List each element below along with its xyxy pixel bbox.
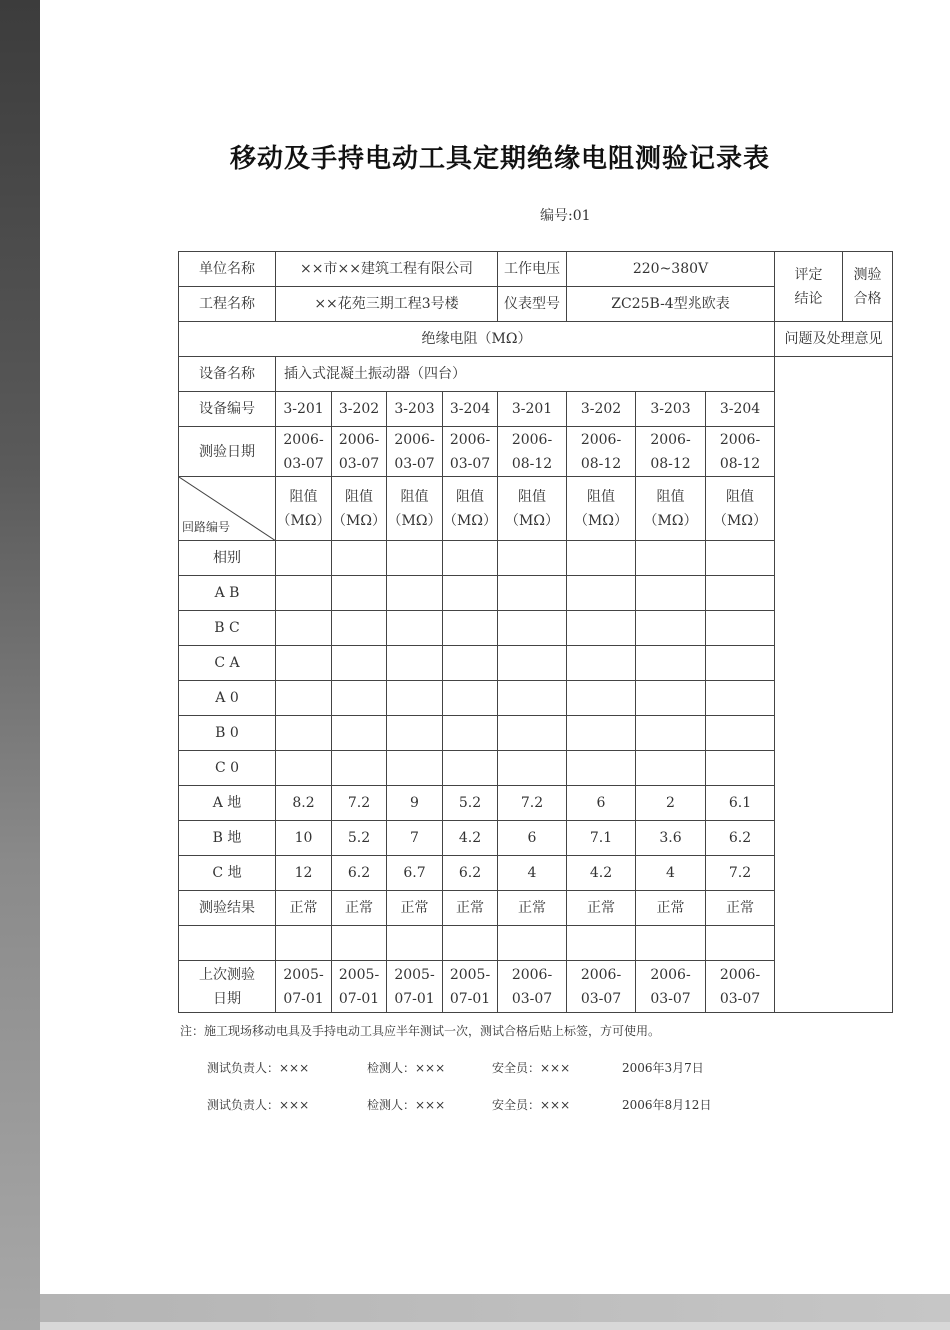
value-cell: 7 [387,821,443,856]
value-cell [567,716,636,751]
value-cell: 6 [498,821,567,856]
circuit-number-label: 回路编号 [182,520,231,534]
last-test-date-cell [636,961,706,1013]
empty-cell [706,541,775,576]
value-cell [498,576,567,611]
value-cell: 正常 [706,891,775,926]
value-cell: 正常 [443,891,498,926]
value-cell [443,926,498,961]
value-cell [567,576,636,611]
row-label: B 地 [179,821,276,856]
value-cell [387,611,443,646]
evaluation-label-text: 评定结论 [794,266,823,307]
work-voltage-value: 220~380V [567,252,775,287]
value-cell: 正常 [567,891,636,926]
value-cell: 正常 [636,891,706,926]
resistance-unit-header [636,477,706,541]
project-name-value: ××花苑三期工程3号楼 [276,287,498,322]
last-test-date-part: 03-07 [650,990,691,1007]
value-cell: 5.2 [332,821,387,856]
value-cell [276,576,332,611]
row-label: B C [179,611,276,646]
row-label: A 地 [179,786,276,821]
resistance-unit: （MΩ） [505,512,559,529]
last-test-date-part: 2006- [580,966,622,983]
empty-cell [332,541,387,576]
test-date-part: 08-12 [650,455,691,472]
circuit-number-header [179,477,276,541]
page-left-bar [0,0,40,1330]
value-cell: 7.2 [332,786,387,821]
last-test-date-part: 2005- [283,966,324,983]
value-cell [498,716,567,751]
last-test-date-part: 2005- [338,966,380,983]
last-test-date-part: 07-01 [338,990,380,1007]
row-label: 测验结果 [179,891,276,926]
test-date-cell [706,427,775,477]
empty-cell [636,541,706,576]
value-cell [706,681,775,716]
value-cell [387,646,443,681]
empty-cell [276,541,332,576]
equipment-name-value: 插入式混凝土振动器（四台） [276,357,775,392]
resistance-unit-header [276,477,332,541]
sign-date: 2006年3月7日 [622,1061,704,1075]
value-cell: 8.2 [276,786,332,821]
value-cell [636,681,706,716]
row-label [179,926,276,961]
equipment-id-cell: 3-204 [443,392,498,427]
value-cell [567,926,636,961]
last-test-date-cell [387,961,443,1013]
inspector: 检测人：××× [367,1098,446,1112]
value-cell [498,611,567,646]
project-name-label: 工程名称 [179,287,276,322]
empty-cell [567,541,636,576]
test-date-cell [332,427,387,477]
equipment-id-cell: 3-204 [706,392,775,427]
unit-name-label: 单位名称 [179,252,276,287]
value-cell [332,716,387,751]
value-cell [443,646,498,681]
test-date-part: 03-07 [338,455,380,472]
value-cell [567,611,636,646]
test-lead: 测试负责人：××× [207,1061,310,1075]
page-bottom-strip [40,1322,950,1330]
value-cell [276,926,332,961]
value-cell [332,611,387,646]
test-date-part: 2006- [580,431,622,448]
test-date-part: 08-12 [580,455,622,472]
value-cell: 正常 [387,891,443,926]
value-cell [443,716,498,751]
value-cell: 6.7 [387,856,443,891]
issues-cell [775,357,893,1013]
value-cell: 9 [387,786,443,821]
row-label: B 0 [179,716,276,751]
test-date-part: 03-07 [394,455,435,472]
value-cell [636,716,706,751]
evaluation-value [843,252,893,322]
resistance-unit: （MΩ） [332,512,386,529]
test-date-part: 03-07 [449,455,491,472]
value-cell [276,681,332,716]
value-cell: 正常 [498,891,567,926]
equipment-id-label: 设备编号 [179,392,276,427]
resistance-unit-header [567,477,636,541]
test-date-part: 2006- [283,431,324,448]
row-label: A 0 [179,681,276,716]
value-cell [387,681,443,716]
value-cell [567,751,636,786]
row-label: A B [179,576,276,611]
value-cell [276,716,332,751]
value-cell [443,611,498,646]
resistance-unit-header [443,477,498,541]
value-cell [276,646,332,681]
resistance-unit: （MΩ） [643,512,698,529]
value-cell [567,681,636,716]
test-date-part: 03-07 [283,455,324,472]
resistance-label: 阻值 [518,488,546,505]
resistance-label: 阻值 [345,488,373,505]
last-test-label [179,961,276,1013]
phase-label: 相别 [179,541,276,576]
value-cell [387,716,443,751]
value-cell [498,751,567,786]
resistance-unit: （MΩ） [276,512,331,529]
test-date-cell [443,427,498,477]
value-cell: 正常 [276,891,332,926]
issues-header: 问题及处理意见 [775,322,893,357]
value-cell: 6.1 [706,786,775,821]
insulation-test-table [178,251,893,1013]
test-date-cell [387,427,443,477]
value-cell [332,681,387,716]
value-cell: 7.2 [498,786,567,821]
equipment-id-cell: 3-201 [276,392,332,427]
row-label: C A [179,646,276,681]
test-lead: 测试负责人：××× [207,1098,310,1112]
work-voltage-label: 工作电压 [498,252,567,287]
value-cell: 4 [498,856,567,891]
resistance-unit: （MΩ） [574,512,628,529]
test-date-part: 2006- [650,431,691,448]
last-test-date-part: 2006- [719,966,761,983]
last-test-date-part: 03-07 [719,990,761,1007]
equipment-id-cell: 3-203 [636,392,706,427]
value-cell [332,751,387,786]
value-cell: 7.1 [567,821,636,856]
document-title: 移动及手持电动工具定期绝缘电阻测验记录表 [229,144,770,174]
value-cell [706,646,775,681]
last-test-date-cell [498,961,567,1013]
value-cell [636,751,706,786]
signature-line [207,1096,762,1113]
value-cell: 6 [567,786,636,821]
value-cell [387,576,443,611]
resistance-unit-header [387,477,443,541]
test-date-part: 2006- [338,431,380,448]
unit-name-value: ××市××建筑工程有限公司 [276,252,498,287]
empty-cell [443,541,498,576]
value-cell: 4.2 [443,821,498,856]
value-cell [636,576,706,611]
equipment-name-label: 设备名称 [179,357,276,392]
resistance-unit: （MΩ） [713,512,767,529]
sign-date: 2006年8月12日 [622,1098,712,1112]
evaluation-label [775,252,843,322]
resistance-label: 阻值 [587,488,615,505]
value-cell [443,751,498,786]
value-cell [498,646,567,681]
value-cell [498,926,567,961]
last-test-date-cell [706,961,775,1013]
value-cell [636,646,706,681]
resistance-unit: （MΩ） [443,512,497,529]
value-cell [332,926,387,961]
value-cell [706,716,775,751]
value-cell: 5.2 [443,786,498,821]
test-date-cell [498,427,567,477]
meter-model-value: ZC25B-4型兆欧表 [567,287,775,322]
resistance-unit-header [332,477,387,541]
test-date-part: 08-12 [719,455,761,472]
resistance-label: 阻值 [400,488,429,505]
inspector: 检测人：××× [367,1061,446,1075]
value-cell [706,926,775,961]
value-cell: 3.6 [636,821,706,856]
equipment-id-cell: 3-201 [498,392,567,427]
resistance-unit: （MΩ） [387,512,442,529]
last-test-date-part: 07-01 [394,990,435,1007]
test-date-part: 2006- [394,431,435,448]
signature-line [207,1059,762,1076]
value-cell [443,576,498,611]
last-test-date-cell [567,961,636,1013]
value-cell: 7.2 [706,856,775,891]
resistance-unit-header [498,477,567,541]
insulation-resistance-header: 绝缘电阻（MΩ） [179,322,775,357]
resistance-unit-header [706,477,775,541]
test-date-label: 测验日期 [179,427,276,477]
value-cell [332,646,387,681]
value-cell: 6.2 [706,821,775,856]
resistance-label: 阻值 [656,488,685,505]
last-test-date-cell [276,961,332,1013]
value-cell [706,611,775,646]
test-date-cell [567,427,636,477]
value-cell [567,646,636,681]
test-date-cell [636,427,706,477]
value-cell: 6.2 [443,856,498,891]
serial-number: 编号:01 [540,208,591,224]
value-cell: 12 [276,856,332,891]
footer-note: 注：施工现场移动电具及手持电动工具应半年测试一次，测试合格后贴上标签，方可使用。 [180,1024,661,1038]
last-test-date-part: 07-01 [283,990,324,1007]
last-test-date-cell [443,961,498,1013]
last-test-label-line: 上次测验 [199,966,255,983]
value-cell [706,751,775,786]
test-date-part: 08-12 [511,455,553,472]
value-cell: 10 [276,821,332,856]
last-test-date-part: 2005- [449,966,491,983]
evaluation-value-text: 测验合格 [853,266,882,307]
empty-cell [387,541,443,576]
value-cell [276,611,332,646]
test-date-cell [276,427,332,477]
equipment-id-cell: 3-203 [387,392,443,427]
last-test-date-cell [332,961,387,1013]
value-cell [276,751,332,786]
empty-cell [498,541,567,576]
test-date-part: 2006- [719,431,761,448]
meter-model-label: 仪表型号 [498,287,567,322]
test-date-part: 2006- [511,431,553,448]
value-cell [636,611,706,646]
value-cell [387,751,443,786]
equipment-id-cell: 3-202 [332,392,387,427]
last-test-date-part: 07-01 [449,990,491,1007]
test-date-part: 2006- [449,431,491,448]
last-test-date-part: 2006- [511,966,553,983]
resistance-label: 阻值 [726,488,754,505]
value-cell: 正常 [332,891,387,926]
last-test-date-part: 2005- [394,966,435,983]
value-cell: 2 [636,786,706,821]
value-cell: 6.2 [332,856,387,891]
value-cell [443,681,498,716]
row-label: C 0 [179,751,276,786]
safety-officer: 安全员：××× [492,1061,571,1075]
value-cell [332,576,387,611]
value-cell: 4.2 [567,856,636,891]
value-cell [387,926,443,961]
last-test-label-line: 日期 [213,990,241,1007]
resistance-label: 阻值 [289,488,318,505]
value-cell: 4 [636,856,706,891]
row-label: C 地 [179,856,276,891]
last-test-date-part: 03-07 [580,990,622,1007]
value-cell [706,576,775,611]
value-cell [498,681,567,716]
equipment-id-cell: 3-202 [567,392,636,427]
resistance-label: 阻值 [456,488,484,505]
value-cell [636,926,706,961]
last-test-date-part: 2006- [650,966,691,983]
last-test-date-part: 03-07 [511,990,553,1007]
safety-officer: 安全员：××× [492,1098,571,1112]
